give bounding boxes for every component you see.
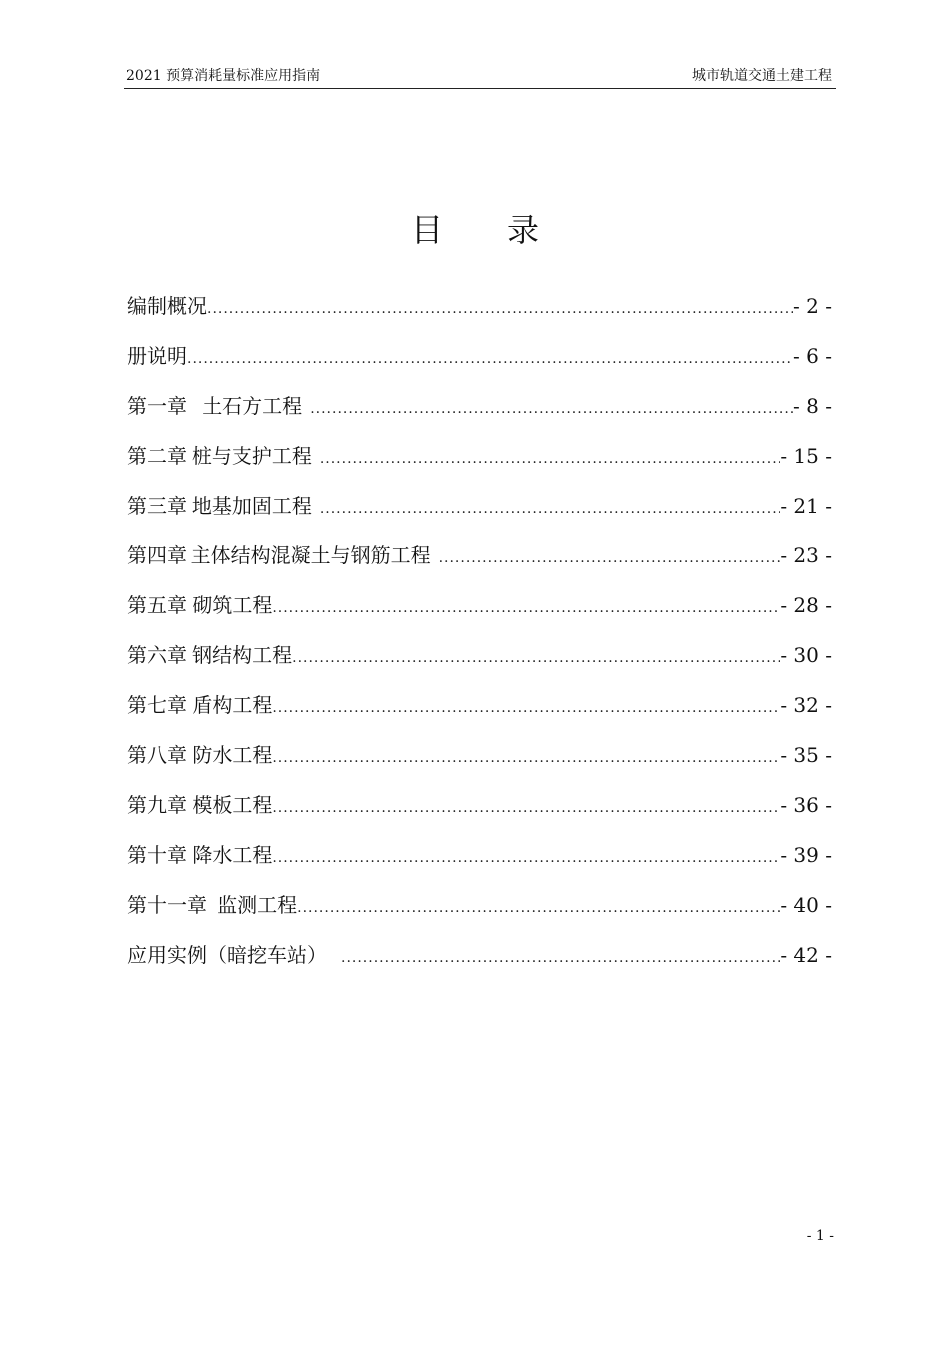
- toc-entry-application-example[interactable]: [127, 937, 832, 987]
- page-header: [124, 66, 836, 89]
- toc-heading: 目录: [410, 211, 603, 249]
- toc-dot-leader: [292, 640, 780, 676]
- toc-page-number: - 21 -: [780, 493, 832, 518]
- toc-dot-leader: [272, 740, 780, 776]
- toc-chapter-title: 模板工程: [192, 792, 273, 817]
- toc-entry-label: 应用实例（暗挖车站）: [127, 942, 327, 967]
- header-document-title: 2021 预算消耗量标准应用指南: [126, 68, 321, 84]
- toc-dot-leader: [272, 790, 780, 826]
- page-footer-number: - 1 -: [806, 1228, 834, 1244]
- toc-dot-leader: [187, 341, 793, 377]
- toc-entry-chapter-5[interactable]: [127, 587, 832, 637]
- toc-entry-chapter-6[interactable]: [127, 637, 832, 687]
- toc-chapter-title: 盾构工程: [192, 693, 273, 718]
- toc-page-number: - 42 -: [780, 942, 832, 967]
- toc-page-number: - 36 -: [780, 792, 832, 817]
- toc-chapter-title: 监测工程: [217, 892, 298, 917]
- toc-entry-label: 编制概况: [127, 294, 207, 318]
- toc-page-number: - 2 -: [793, 294, 832, 318]
- toc-dot-leader: [310, 391, 793, 427]
- toc-page-number: - 32 -: [780, 693, 832, 718]
- table-of-contents: [127, 288, 832, 986]
- toc-dot-leader: [297, 890, 780, 926]
- toc-entry-volume-notes[interactable]: [127, 338, 832, 388]
- toc-chapter-number: 第十章: [127, 842, 187, 867]
- toc-dot-leader: [341, 940, 780, 976]
- toc-chapter-number: 第六章: [127, 643, 187, 668]
- toc-entry-chapter-10[interactable]: [127, 837, 832, 887]
- toc-page-number: - 39 -: [780, 842, 832, 867]
- toc-chapter-number: 第四章: [127, 543, 187, 568]
- toc-entry-label: 册说明: [127, 343, 187, 368]
- toc-dot-leader: [272, 590, 780, 626]
- toc-chapter-number: 第五章: [127, 593, 187, 618]
- toc-entry-chapter-2[interactable]: [127, 438, 832, 488]
- header-section-title: 城市轨道交通土建工程: [692, 68, 832, 84]
- toc-dot-leader: [320, 441, 780, 477]
- toc-chapter-number: 第七章: [127, 693, 187, 718]
- toc-chapter-title: 防水工程: [192, 743, 273, 768]
- toc-chapter-title: 主体结构混凝土与钢筋工程: [190, 543, 431, 568]
- toc-page-number: - 30 -: [780, 643, 832, 668]
- toc-entry-chapter-4[interactable]: [127, 537, 832, 587]
- toc-chapter-number: 第八章: [127, 743, 187, 768]
- toc-page-number: - 15 -: [780, 443, 832, 468]
- toc-dot-leader: [272, 690, 780, 726]
- toc-page-number: - 35 -: [780, 743, 832, 768]
- toc-entry-chapter-3[interactable]: [127, 488, 832, 538]
- toc-chapter-title: 砌筑工程: [192, 593, 273, 618]
- toc-dot-leader: [207, 291, 793, 327]
- toc-entry-chapter-9[interactable]: [127, 787, 832, 837]
- toc-dot-leader: [272, 840, 780, 876]
- toc-entry-chapter-7[interactable]: [127, 687, 832, 737]
- toc-chapter-number: 第二章: [127, 443, 187, 468]
- toc-chapter-title: 钢结构工程: [192, 643, 293, 668]
- toc-page-number: - 8 -: [793, 393, 832, 418]
- toc-chapter-title: 桩与支护工程: [191, 443, 312, 468]
- toc-entry-chapter-8[interactable]: [127, 737, 832, 787]
- toc-chapter-number: 第三章: [127, 493, 187, 518]
- toc-chapter-number: 第九章: [127, 792, 187, 817]
- toc-entry-chapter-1[interactable]: [127, 388, 832, 438]
- toc-page-number: - 6 -: [793, 343, 832, 368]
- toc-chapter-number: 第十一章: [127, 892, 207, 917]
- toc-dot-leader: [439, 540, 781, 576]
- toc-chapter-title: 土石方工程: [202, 393, 303, 418]
- toc-chapter-number: 第一章: [127, 393, 187, 418]
- toc-entry-chapter-11[interactable]: [127, 887, 832, 937]
- toc-chapter-title: 降水工程: [192, 842, 273, 867]
- toc-entry-overview[interactable]: [127, 288, 832, 338]
- toc-page-number: - 40 -: [780, 892, 832, 917]
- toc-chapter-title: 地基加固工程: [191, 493, 312, 518]
- toc-dot-leader: [320, 491, 780, 527]
- toc-page-number: - 28 -: [780, 593, 832, 618]
- toc-page-number: - 23 -: [780, 543, 832, 568]
